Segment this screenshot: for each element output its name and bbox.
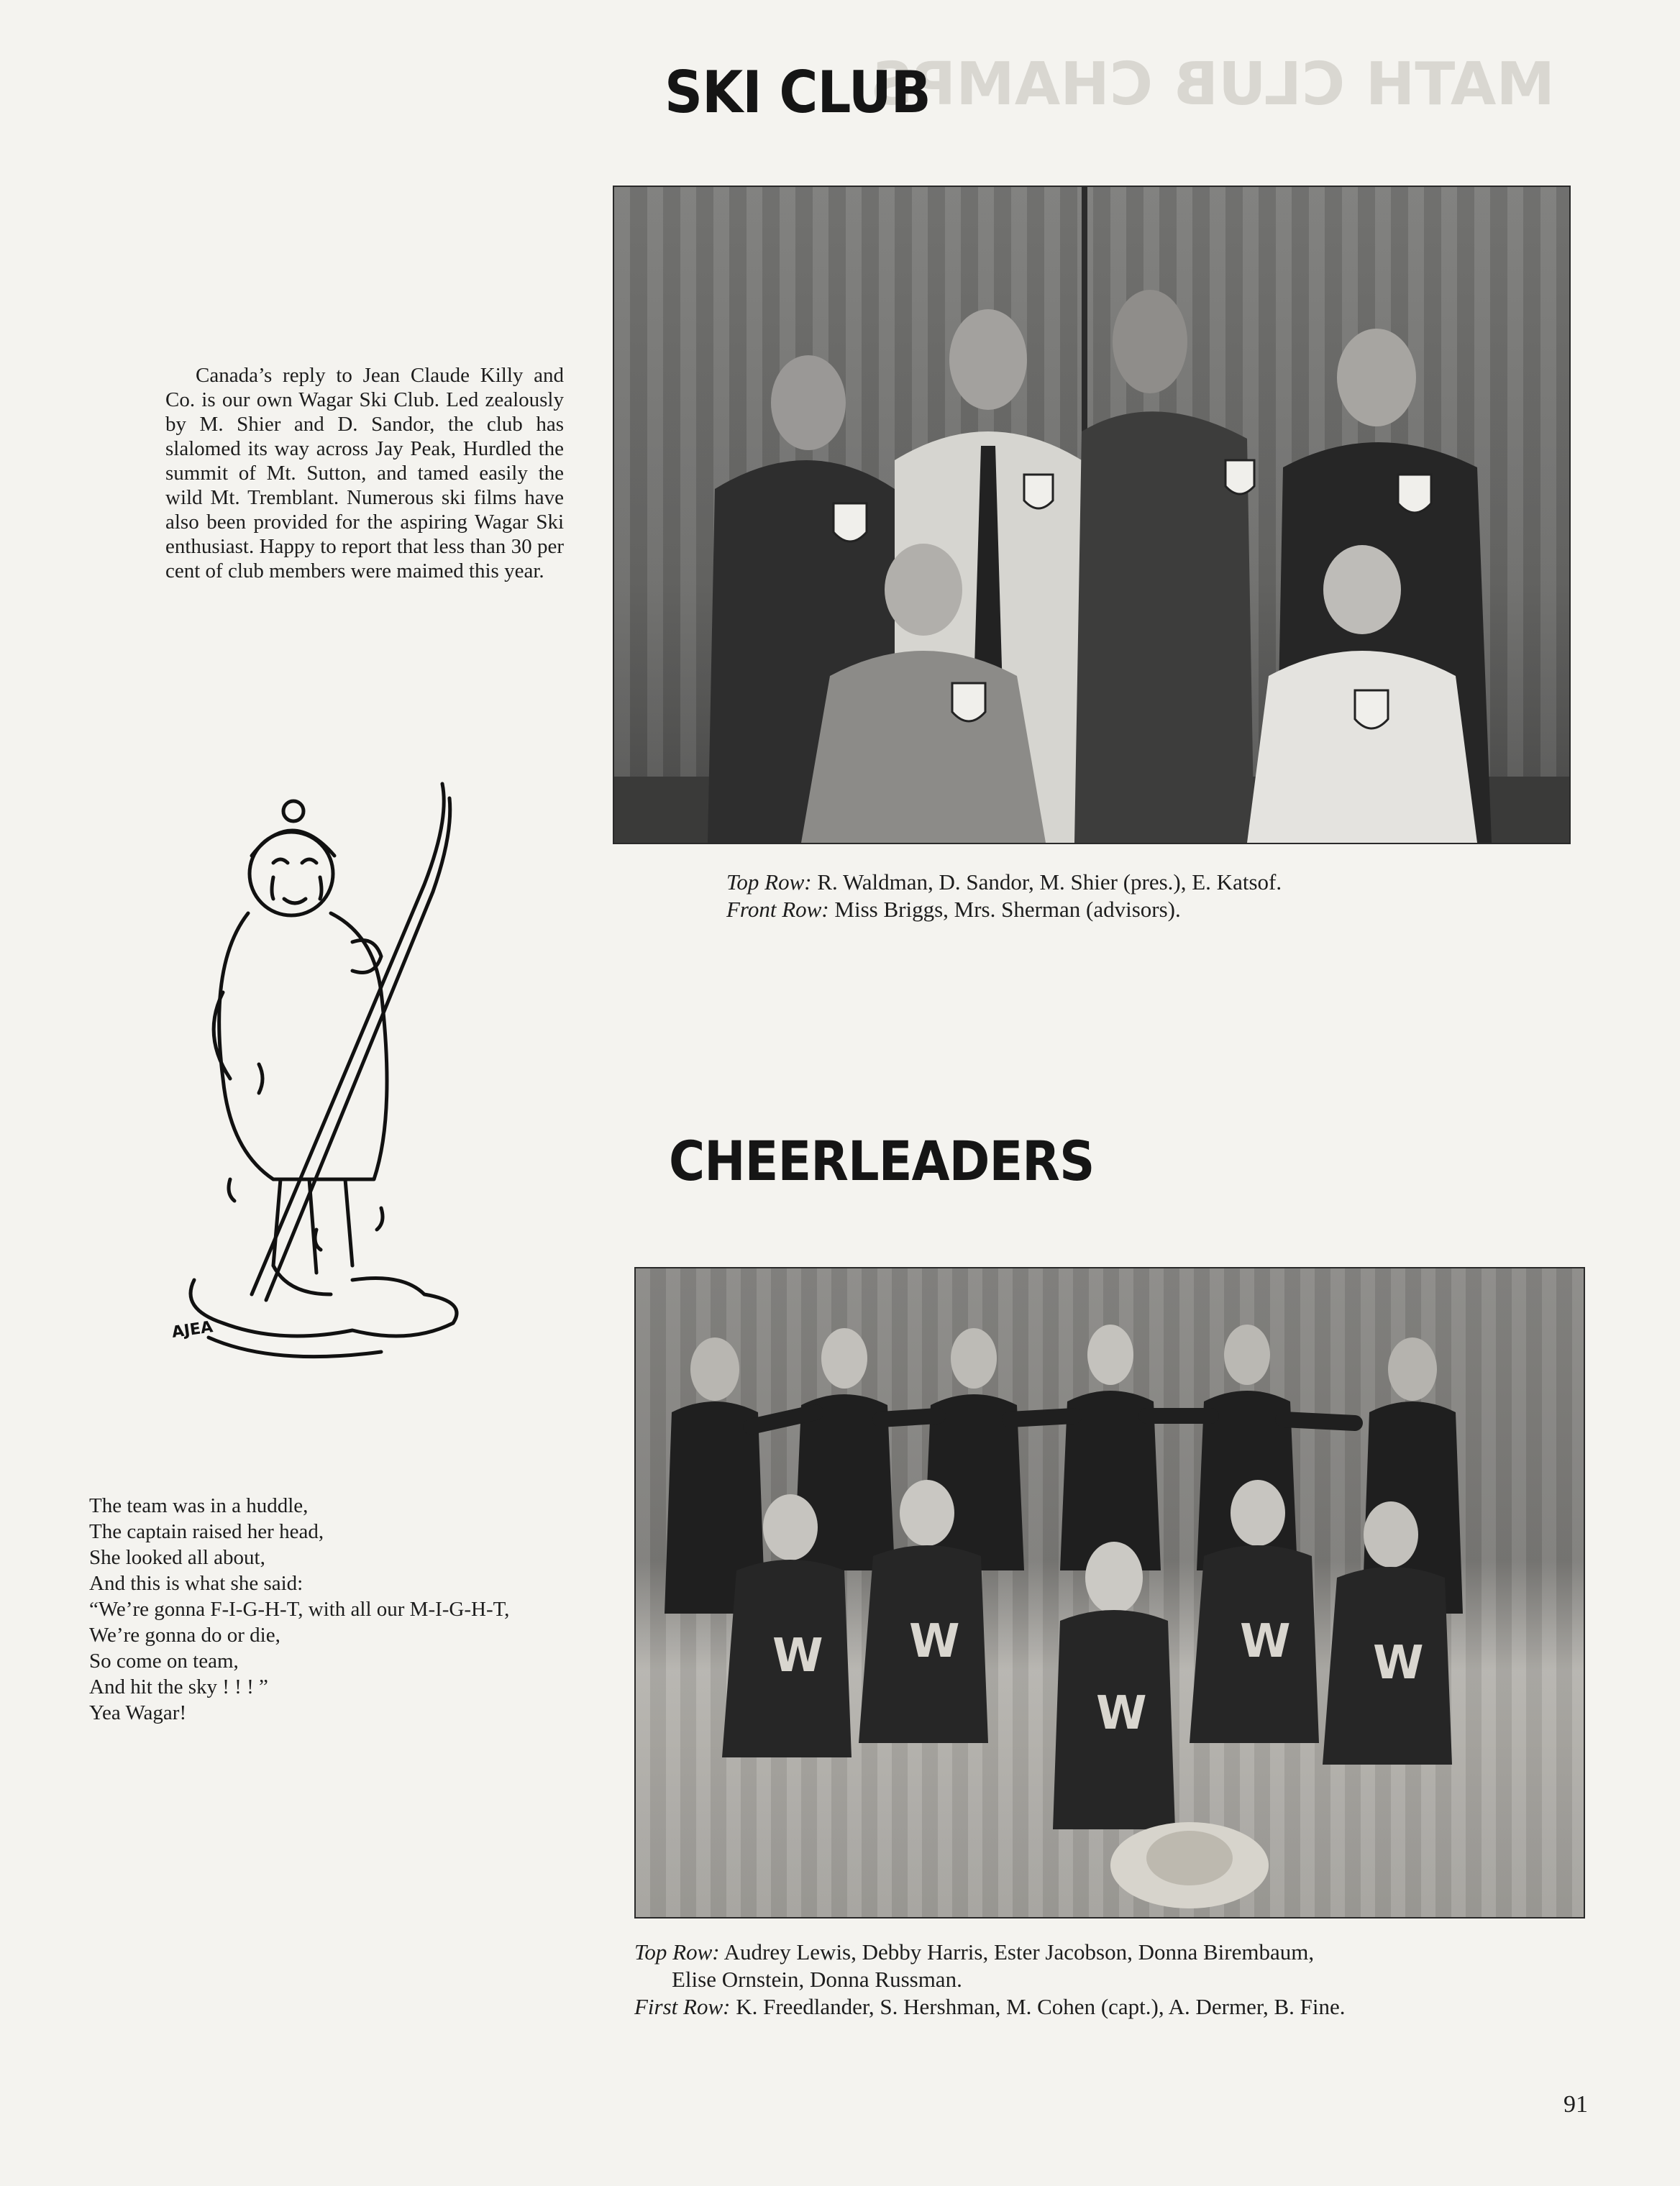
poem-line: She looked all about, (89, 1546, 265, 1569)
ski-club-photo-figures (614, 187, 1569, 843)
caption-names: K. Freedlander, S. Hershman, M. Cohen (capt.), A. Dermer, B. Fine. (736, 1994, 1346, 2019)
caption-label: First Row: (634, 1994, 731, 2019)
ski-club-caption (726, 869, 1282, 923)
cheerleaders-caption (634, 1939, 1345, 2021)
cheerleaders-photo-figures (636, 1268, 1584, 1917)
caption-names: R. Waldman, D. Sandor, M. Shier (pres.), E. Katsof. (817, 869, 1282, 895)
poem-line: “We’re gonna F-I-G-H-T, with all our M-I-G-H-T, (89, 1598, 510, 1621)
caption-names: Audrey Lewis, Debby Harris, Ester Jacobson, Donna Birembaum, (723, 1939, 1315, 1965)
ski-club-description: Canada’s reply to Jean Claude Killy and Co. is our own Wagar Ski Club. Led zealously by M. Shier and D. Sandor, the club has slalomed its way across Jay Peak, Hurdled the summit of Mt. Sutton, and tamed easily the wild Mt. Tremblant. Numerous ski films have also been provided for the aspiring Wagar Ski enthusiast. Happy to report that less than 30 per cent of club members were maimed this year. (165, 364, 564, 582)
poem-line: And this is what she said: (89, 1572, 303, 1595)
sweater-letter: W (909, 1615, 960, 1668)
poem-line: The team was in a huddle, (89, 1494, 309, 1517)
cheer-caption-top-row-continued: Elise Ornstein, Donna Russman. (672, 1967, 962, 1992)
ski-caption-top-row (726, 869, 1282, 896)
caption-label: Top Row: (634, 1939, 720, 1965)
ski-caption-front-row (726, 896, 1282, 923)
cheer-poem (89, 1493, 636, 1726)
cheer-caption-top-row (634, 1939, 1345, 1966)
poem-line: We’re gonna do or die, (89, 1624, 280, 1647)
page-number: 91 (1563, 2091, 1588, 2118)
ski-club-photo (613, 186, 1571, 844)
poem-line: And hit the sky ! ! ! ” (89, 1675, 268, 1698)
sweater-letter: W (1096, 1687, 1147, 1740)
cheerleaders-photo (634, 1267, 1585, 1919)
poem-line: The captain raised her head, (89, 1520, 324, 1543)
cartoon-signature: AJEA (170, 1318, 214, 1342)
poem-line: Yea Wagar! (89, 1701, 187, 1724)
caption-label: Front Row: (726, 897, 829, 922)
poem-line: So come on team, (89, 1650, 239, 1673)
crying-skier-cartoon (165, 777, 496, 1381)
ski-club-heading: SKI CLUB (665, 59, 931, 126)
sweater-letter: W (772, 1629, 823, 1683)
caption-names: Miss Briggs, Mrs. Sherman (advisors). (834, 897, 1181, 922)
bleed-through-heading: MATH CLUB CHAMPS (870, 50, 1555, 119)
cheer-caption-first-row (634, 1993, 1345, 2021)
sweater-letter: W (1240, 1615, 1291, 1668)
cheerleaders-heading: CHEERLEADERS (669, 1129, 1095, 1193)
caption-label: Top Row: (726, 869, 812, 895)
sweater-letter: W (1373, 1637, 1424, 1690)
